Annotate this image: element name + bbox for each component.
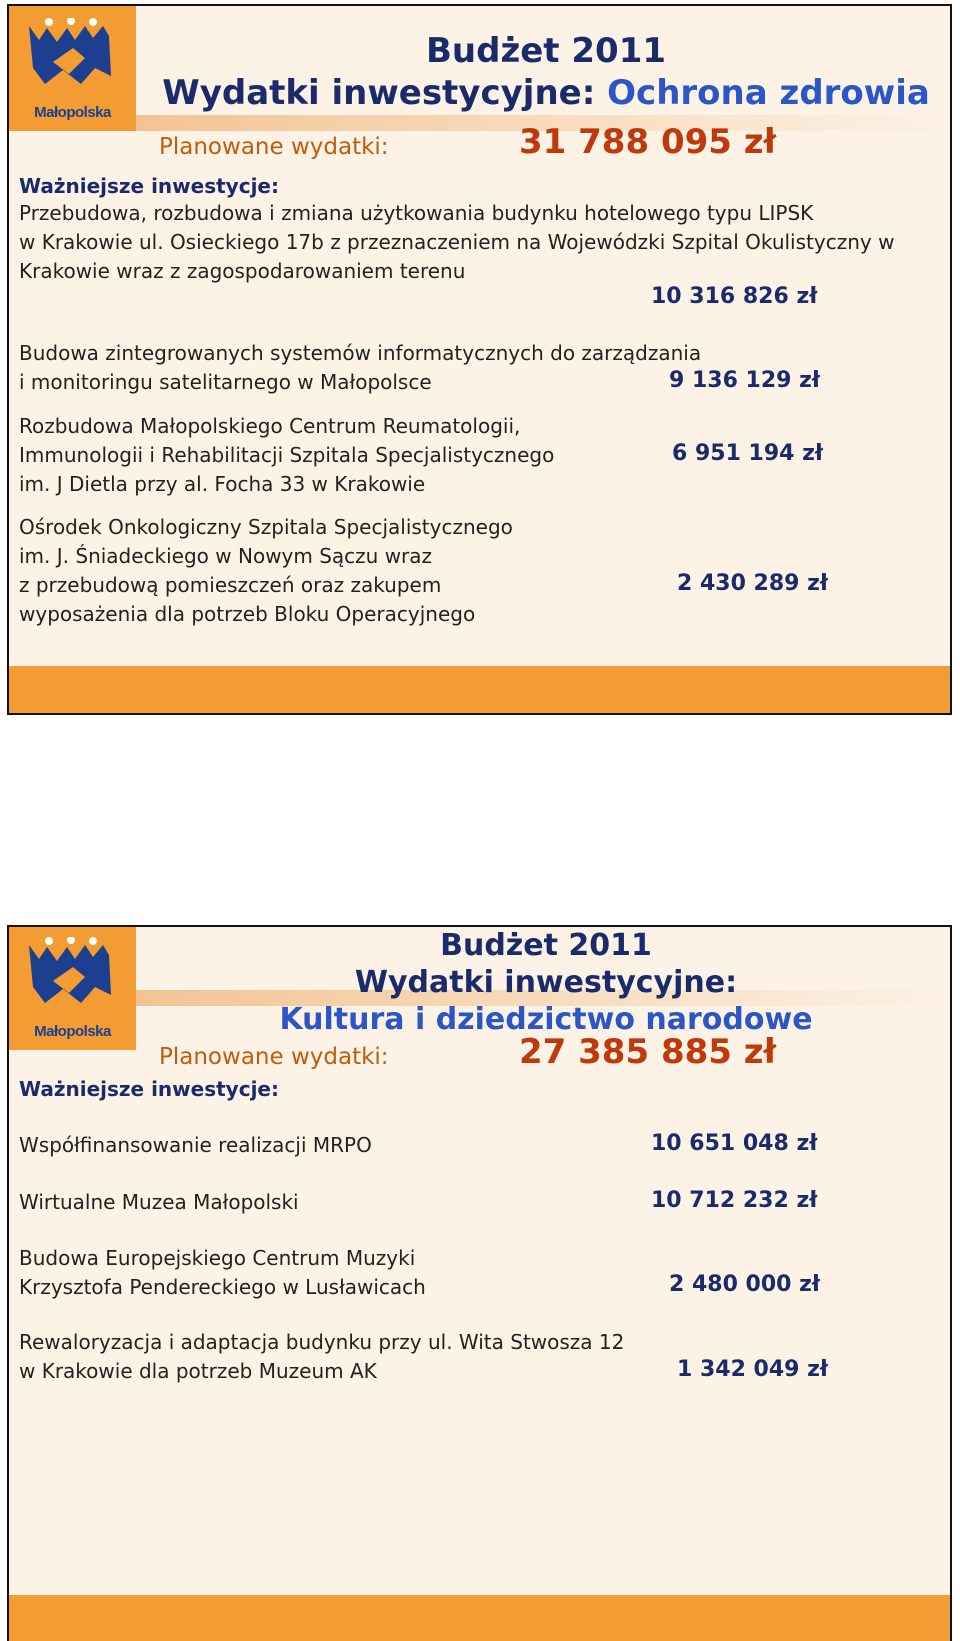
planned-label: Planowane wydatki:: [159, 1044, 389, 1070]
title-line1: Budżet 2011: [425, 31, 667, 71]
slide-title: [136, 30, 952, 114]
investment-amount: 1 342 049 zł: [677, 1357, 829, 1382]
investment-item: Budowa zintegrowanych systemów informatycznych do zarządzania i monitoringu satelitarnego w Małopolsce: [19, 341, 702, 394]
malopolska-logo: [9, 6, 136, 131]
investment-amount: 10 712 232 zł: [651, 1188, 818, 1213]
investment-amount: 6 951 194 zł: [672, 441, 824, 466]
title-line2: Wydatki inwestycyjne:: [354, 965, 738, 1000]
slide-ochrona-zdrowia: [7, 4, 952, 715]
title-line2: [136, 72, 952, 114]
key-investments-label: Ważniejsze inwestycje:: [19, 1077, 279, 1101]
investment-item: Ośrodek Onkologiczny Szpitala Specjalistycznego im. J. Śniadeckiego w Nowym Sączu wraz z przebudową pomieszczeń oraz zakupem wyposażenia dla potrzeb Bloku Operacyjnego: [19, 515, 513, 626]
investment-item: Wirtualne Muzea Małopolski: [19, 1190, 299, 1214]
title-category: Ochrona zdrowia: [607, 73, 930, 113]
slide-kultura: [7, 925, 952, 1641]
investment-amount: 2 430 289 zł: [677, 571, 829, 596]
investment-item: Budowa Europejskiego Centrum Muzyki Krzysztofa Pendereckiego w Lusławicach: [19, 1246, 426, 1299]
title-prefix: Wydatki inwestycyjne:: [162, 73, 608, 113]
malopolska-emblem-icon: [23, 937, 121, 1013]
planned-amount: 31 788 095 zł: [519, 122, 777, 162]
planned-label: Planowane wydatki:: [159, 134, 389, 160]
slide-title: [136, 927, 952, 1038]
investment-item: Przebudowa, rozbudowa i zmiana użytkowania budynku hotelowego typu LIPSK w Krakowie ul. Osieckiego 17b z przeznaczeniem na Wojewódzki Szpital Okulistyczny w Krakowie wraz z zagospodarowaniem terenu: [19, 201, 895, 283]
investment-item: Rozbudowa Małopolskiego Centrum Reumatologii, Immunologii i Rehabilitacji Szpitala Specjalistycznego im. J Dietla przy al. Focha 33 w Krakowie: [19, 414, 555, 496]
investment-item: Współfinansowanie realizacji MRPO: [19, 1133, 372, 1157]
investment-amount: 10 316 826 zł: [651, 284, 818, 309]
investment-amount: 2 480 000 zł: [669, 1272, 821, 1297]
planned-amount: 27 385 885 zł: [519, 1032, 777, 1072]
logo-text: Małopolska: [34, 104, 111, 121]
footer-bar: [9, 1595, 950, 1641]
investment-item: Rewaloryzacja i adaptacja budynku przy ul. Wita Stwosza 12 w Krakowie dla potrzeb Muzeum AK: [19, 1330, 625, 1383]
logo-text: Małopolska: [34, 1023, 111, 1040]
investment-amount: 10 651 048 zł: [651, 1131, 818, 1156]
malopolska-logo: [9, 925, 136, 1050]
key-investments-label: Ważniejsze inwestycje:: [19, 174, 279, 198]
title-line1: Budżet 2011: [440, 928, 652, 963]
malopolska-emblem-icon: [23, 18, 121, 94]
investment-amount: 9 136 129 zł: [669, 368, 821, 393]
title-category: Kultura i dziedzictwo narodowe: [279, 1002, 813, 1037]
footer-bar: [9, 666, 950, 713]
